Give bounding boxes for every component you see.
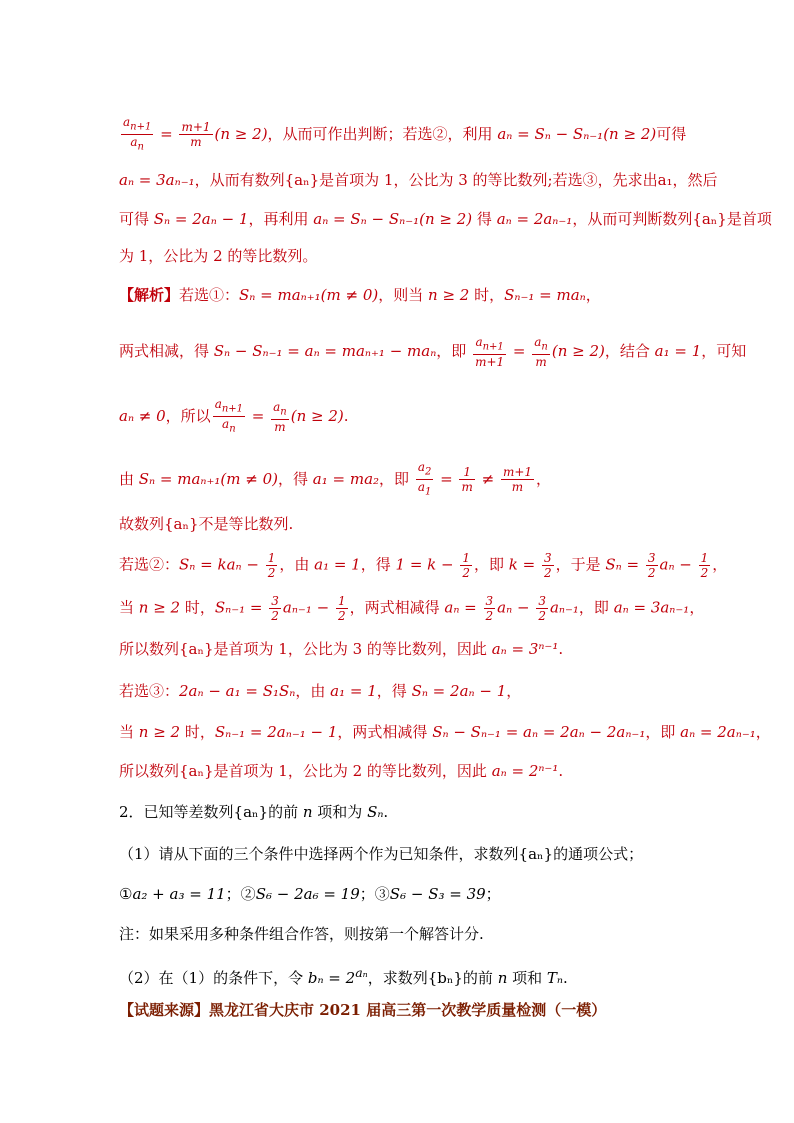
text-run: ， — [712, 555, 728, 574]
text-line-l4 — [119, 244, 317, 268]
fraction-denominator: 2 — [543, 566, 552, 580]
text-run: ；③ — [359, 885, 390, 903]
text-run: ，由 — [279, 555, 315, 574]
section-label: 【试题来源】黑龙江省大庆市 2021 届高三第一次教学质量检测（一模） — [119, 1001, 607, 1019]
text-run: . — [383, 803, 389, 821]
text-line-l8 — [119, 460, 551, 500]
math-expression: aₙ = 2aₙ₋₁ — [496, 210, 573, 228]
fraction — [266, 551, 278, 580]
fraction-numerator: 1 — [459, 465, 474, 480]
fraction-denominator: $a_n$ — [222, 417, 236, 435]
text-line-l18 — [119, 882, 501, 906]
math-expression: a₁ = 1 — [314, 555, 361, 574]
text-run: ，结合 — [604, 342, 655, 361]
fraction — [179, 120, 212, 149]
text-run: ，两式相减得 — [349, 598, 445, 617]
fraction-denominator: 2 — [700, 566, 709, 580]
math-expression: Sₙ − Sₙ₋₁ = aₙ = maₙ₊₁ − maₙ — [213, 342, 437, 361]
text-run: . — [558, 762, 564, 780]
fraction-numerator: 3 — [271, 594, 279, 608]
math-expression: 1 = k − — [395, 555, 459, 574]
fraction-numerator: 1 — [700, 551, 709, 565]
math-expression: aₙ = 3aₙ₋₁ — [613, 598, 690, 617]
fraction-numerator: 3 — [485, 594, 494, 608]
text-run: ，即 — [645, 723, 681, 741]
fraction-denominator: m — [511, 480, 524, 495]
math-expression: aₙ = 2aₙ₋₁ — [680, 723, 756, 741]
text-run: ，得 — [278, 469, 313, 488]
text-run: 得 — [472, 210, 497, 228]
text-run: ，再利用 — [248, 210, 314, 228]
text-line-l13 — [119, 679, 521, 703]
text-line-l11 — [119, 594, 704, 623]
text-run: ； — [485, 885, 501, 903]
fraction — [121, 115, 153, 155]
math-expression: aₙ − — [497, 598, 535, 617]
text-run: 项和 — [507, 969, 547, 987]
text-run: 可得 — [119, 210, 154, 228]
fraction-numerator: 1 — [462, 551, 470, 565]
text-run: ，从而有数列{aₙ}是首项为 1，公比为 3 的等比数列;若选③，先求出a₁，然后 — [194, 171, 718, 189]
fraction — [501, 465, 534, 494]
math-expression: Sₙ₋₁ = 2aₙ₋₁ − 1 — [214, 723, 338, 741]
text-run: ，可知 — [701, 342, 747, 361]
text-line-l15 — [119, 759, 563, 783]
math-expression: ≠ — [476, 469, 499, 488]
fraction-denominator: 2 — [267, 566, 276, 580]
fraction — [542, 551, 554, 580]
text-run: . — [343, 406, 349, 425]
math-expression: aₙ = Sₙ − Sₙ₋₁(n ≥ 2) — [497, 124, 657, 143]
text-run: ，即 — [436, 342, 472, 361]
math-expression: $b_n = 2^{a_n}$ — [307, 965, 368, 987]
math-expression: aₙ₋₁ − — [282, 598, 334, 617]
text-line-l3 — [119, 207, 772, 231]
fraction — [459, 465, 474, 494]
fraction — [460, 551, 472, 580]
text-line-l5 — [119, 283, 601, 307]
text-run: ，两式相减得 — [337, 723, 433, 741]
text-line-l19 — [119, 922, 484, 946]
math-expression: a₂ + a₃ = 11 — [132, 885, 226, 903]
text-line-l21 — [119, 998, 606, 1022]
text-line-l14 — [119, 720, 771, 744]
math-expression: Tₙ — [546, 969, 563, 987]
fraction — [271, 400, 289, 434]
text-run: ，得 — [376, 682, 412, 700]
fraction-denominator: m+1 — [475, 355, 505, 370]
text-run: 两式相减，得 — [119, 342, 214, 361]
text-run: 故数列{aₙ}不是等比数列. — [119, 515, 294, 533]
text-line-l16 — [119, 800, 388, 824]
fraction-numerator: $a_2$ — [416, 460, 434, 480]
fraction — [532, 335, 550, 369]
math-expression: aₙ ≠ 0 — [119, 406, 166, 425]
fraction-denominator: m — [274, 420, 286, 435]
fraction-numerator: 3 — [647, 551, 656, 565]
text-run: ，即 — [578, 598, 614, 617]
fraction — [484, 594, 496, 623]
text-run: 所以数列{aₙ}是首项为 1，公比为 2 的等比数列，因此 — [119, 762, 492, 780]
math-expression: (n ≥ 2) — [551, 342, 605, 361]
fraction-numerator: $a_{n+1}$ — [473, 335, 506, 355]
text-run: ， — [755, 723, 771, 741]
math-expression: aₙ = 3aₙ₋₁ — [119, 171, 195, 189]
fraction-numerator: m+1 — [181, 120, 211, 135]
fraction-numerator: 3 — [538, 594, 546, 608]
math-expression: Sₙ — [367, 803, 384, 821]
math-expression: = — [508, 342, 531, 361]
fraction-denominator: 2 — [271, 609, 279, 623]
math-expression: n ≥ 2 — [428, 286, 470, 304]
math-expression: n ≥ 2 — [138, 598, 181, 617]
math-expression: S₆ − 2a₆ = 19 — [255, 885, 360, 903]
fraction-denominator: 2 — [462, 566, 470, 580]
fraction-numerator: $a_n$ — [271, 400, 289, 420]
fraction — [336, 594, 348, 623]
text-run: ， — [506, 682, 522, 700]
text-run: ， — [585, 286, 601, 304]
math-expression: Sₙ = kaₙ − — [179, 555, 264, 574]
fraction-denominator: 2 — [337, 609, 346, 623]
math-expression: a₁ = 1 — [654, 342, 702, 361]
fraction-denominator: 2 — [485, 609, 494, 623]
math-expression: Sₙ = maₙ₊₁(m ≠ 0) — [138, 469, 278, 488]
math-expression: aₙ = 3ⁿ⁻¹ — [491, 640, 559, 658]
fraction — [536, 594, 548, 623]
text-run: ， — [536, 469, 552, 488]
text-run: （1）请从下面的三个条件中选择两个作为已知条件，求数列{aₙ}的通项公式； — [119, 845, 644, 863]
text-run: . — [563, 969, 568, 987]
fraction-denominator: m — [461, 480, 473, 495]
text-line-l1 — [119, 115, 686, 155]
text-run: 项和为 — [312, 803, 368, 821]
math-expression: aₙ = 2ⁿ⁻¹ — [491, 762, 559, 780]
text-run: 为 1，公比为 2 的等比数列。 — [119, 247, 318, 265]
fraction — [473, 335, 506, 369]
text-run: 当 — [119, 598, 139, 617]
fraction-denominator: $a_n$ — [130, 135, 144, 153]
text-line-l7 — [119, 397, 349, 437]
fraction — [269, 594, 281, 623]
fraction-denominator: m — [190, 135, 202, 150]
text-run: ，即 — [379, 469, 414, 488]
math-expression: (n ≥ 2) — [290, 406, 344, 425]
text-run: ， — [689, 598, 705, 617]
math-expression: Sₙ = 2aₙ − 1 — [153, 210, 249, 228]
text-line-l6 — [119, 335, 746, 369]
text-line-l2 — [119, 168, 718, 192]
text-run: 可得 — [656, 124, 687, 143]
text-run: 所以数列{aₙ}是首项为 1，公比为 3 的等比数列，因此 — [119, 640, 492, 658]
math-expression: aₙ = Sₙ − Sₙ₋₁(n ≥ 2) — [313, 210, 473, 228]
fraction — [213, 397, 245, 437]
text-run: ① — [119, 885, 133, 903]
text-line-l12 — [119, 637, 563, 661]
text-run: ，求数列{bₙ}的前 — [367, 969, 498, 987]
math-expression: = — [435, 469, 458, 488]
math-expression: Sₙ = 2aₙ − 1 — [411, 682, 507, 700]
text-run: 若选③： — [119, 682, 180, 700]
text-run: （2）在（1）的条件下，令 — [119, 969, 308, 987]
math-expression: n ≥ 2 — [138, 723, 181, 741]
fraction — [646, 551, 658, 580]
text-run: ，从而可作出判断；若选②，利用 — [267, 124, 498, 143]
math-expression: a₁ = ma₂ — [312, 469, 380, 488]
section-label: 【解析】 — [119, 286, 180, 304]
fraction-numerator: $a_{n+1}$ — [213, 397, 245, 417]
text-run: 时， — [180, 598, 215, 617]
fraction-denominator: $a_1$ — [417, 480, 432, 498]
text-run: 若选①： — [179, 286, 240, 304]
text-run: 由 — [119, 469, 139, 488]
math-expression: S₆ − S₃ = 39 — [389, 885, 486, 903]
math-expression: = — [247, 406, 270, 425]
math-expression: Sₙ₋₁ = — [214, 598, 268, 617]
text-run: ，于是 — [555, 555, 606, 574]
text-run: ，则当 — [378, 286, 429, 304]
math-expression: aₙ = — [444, 598, 482, 617]
text-run: ，由 — [295, 682, 331, 700]
fraction-denominator: 2 — [538, 609, 546, 623]
math-expression: Sₙ = maₙ₊₁(m ≠ 0) — [239, 286, 379, 304]
math-expression: n — [302, 803, 313, 821]
math-expression: Sₙ − Sₙ₋₁ = aₙ = 2aₙ − 2aₙ₋₁ — [432, 723, 646, 741]
math-expression: a₁ = 1 — [330, 682, 377, 700]
fraction-denominator: 2 — [647, 566, 656, 580]
text-run: 注：如果采用多种条件组合作答，则按第一个解答计分. — [119, 925, 484, 943]
fraction-numerator: $a_n$ — [532, 335, 550, 355]
text-run: ，所以 — [165, 406, 211, 425]
math-expression: k = — [508, 555, 540, 574]
text-run: ；② — [225, 885, 256, 903]
math-expression: aₙ₋₁ — [549, 598, 579, 617]
text-run: 若选②： — [119, 555, 180, 574]
text-line-l10 — [119, 551, 727, 580]
math-expression: aₙ − — [659, 555, 697, 574]
text-run: ，从而可判断数列{aₙ}是首项 — [572, 210, 772, 228]
text-run: . — [558, 640, 564, 658]
math-expression: n — [497, 969, 508, 987]
fraction — [416, 460, 434, 500]
fraction-numerator: 1 — [267, 551, 276, 565]
math-expression: (n ≥ 2) — [214, 124, 268, 143]
fraction-numerator: $a_{n+1}$ — [121, 115, 153, 135]
fraction-numerator: m+1 — [502, 465, 533, 480]
math-expression: = — [155, 124, 178, 143]
text-line-l17 — [119, 842, 643, 866]
text-run: 时， — [469, 286, 505, 304]
text-line-l9 — [119, 512, 293, 536]
math-expression: Sₙ = — [605, 555, 644, 574]
fraction-numerator: 1 — [337, 594, 346, 608]
math-expression: Sₙ₋₁ = maₙ — [504, 286, 586, 304]
text-run: ，即 — [474, 555, 509, 574]
math-expression: 2aₙ − a₁ = S₁Sₙ — [179, 682, 296, 700]
fraction-denominator: m — [535, 355, 547, 370]
text-line-l20 — [119, 961, 568, 990]
fraction — [699, 551, 711, 580]
text-run: ，得 — [360, 555, 396, 574]
text-run: 当 — [119, 723, 139, 741]
text-run: 时， — [180, 723, 215, 741]
fraction-numerator: 3 — [543, 551, 552, 565]
text-run: 2．已知等差数列{aₙ}的前 — [119, 803, 303, 821]
